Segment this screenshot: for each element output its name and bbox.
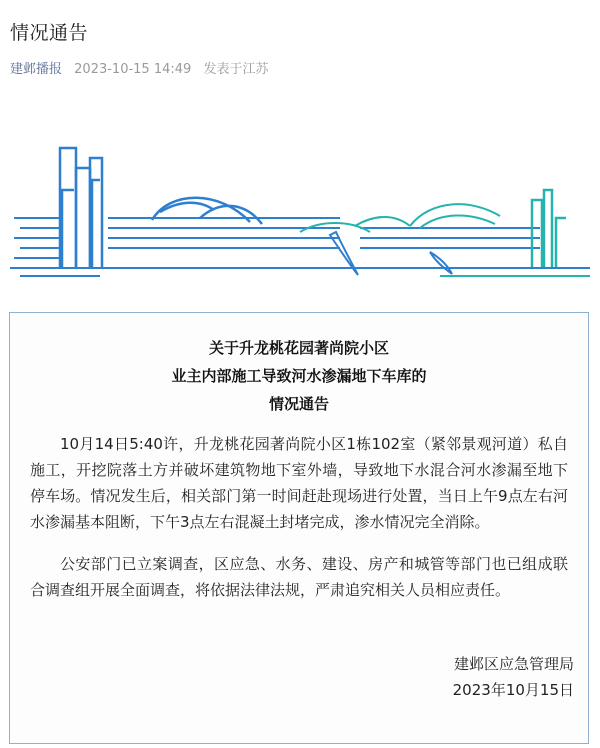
notice-heading-line-3: 情况通告: [268, 395, 329, 413]
skyline-banner-illustration: [0, 140, 600, 290]
article-title: 情况通告: [10, 22, 89, 44]
notice-signature-date: 2023年10月15日: [452, 681, 574, 699]
notice-paragraph-1: 10月14日5:40许，升龙桃花园著尚院小区1栋102室（紧邻景观河道）私自施工，开挖院落土方并破坏建筑物地下室外墙，导致地下水混合河水渗漏至地下停车场。情况发生后，相关部门第一时间赶赴现场进行处置，当日上午9点左右河水渗漏基本阻断，下午3点左右混凝土封堵完成，渗水情况完全消除。: [30, 435, 568, 531]
notice-paragraph-2: 公安部门已立案调查，区应急、水务、建设、房产和城管等部门也已组成联合调查组开展全面调查，将依据法律法规，严肃追究相关人员相应责任。: [30, 555, 568, 599]
notice-signature: 建邺区应急管理局: [453, 655, 574, 673]
notice-card: [9, 312, 589, 744]
publish-location: 发表于江苏: [203, 62, 269, 77]
notice-heading-line-1: 关于升龙桃花园著尚院小区: [208, 339, 389, 357]
notice-heading-line-2: 业主内部施工导致河水渗漏地下车库的: [171, 367, 427, 385]
publish-date: 2023-10-15 14:49: [74, 62, 192, 77]
author-link[interactable]: 建邺播报: [10, 62, 63, 77]
article-meta: [10, 58, 268, 77]
